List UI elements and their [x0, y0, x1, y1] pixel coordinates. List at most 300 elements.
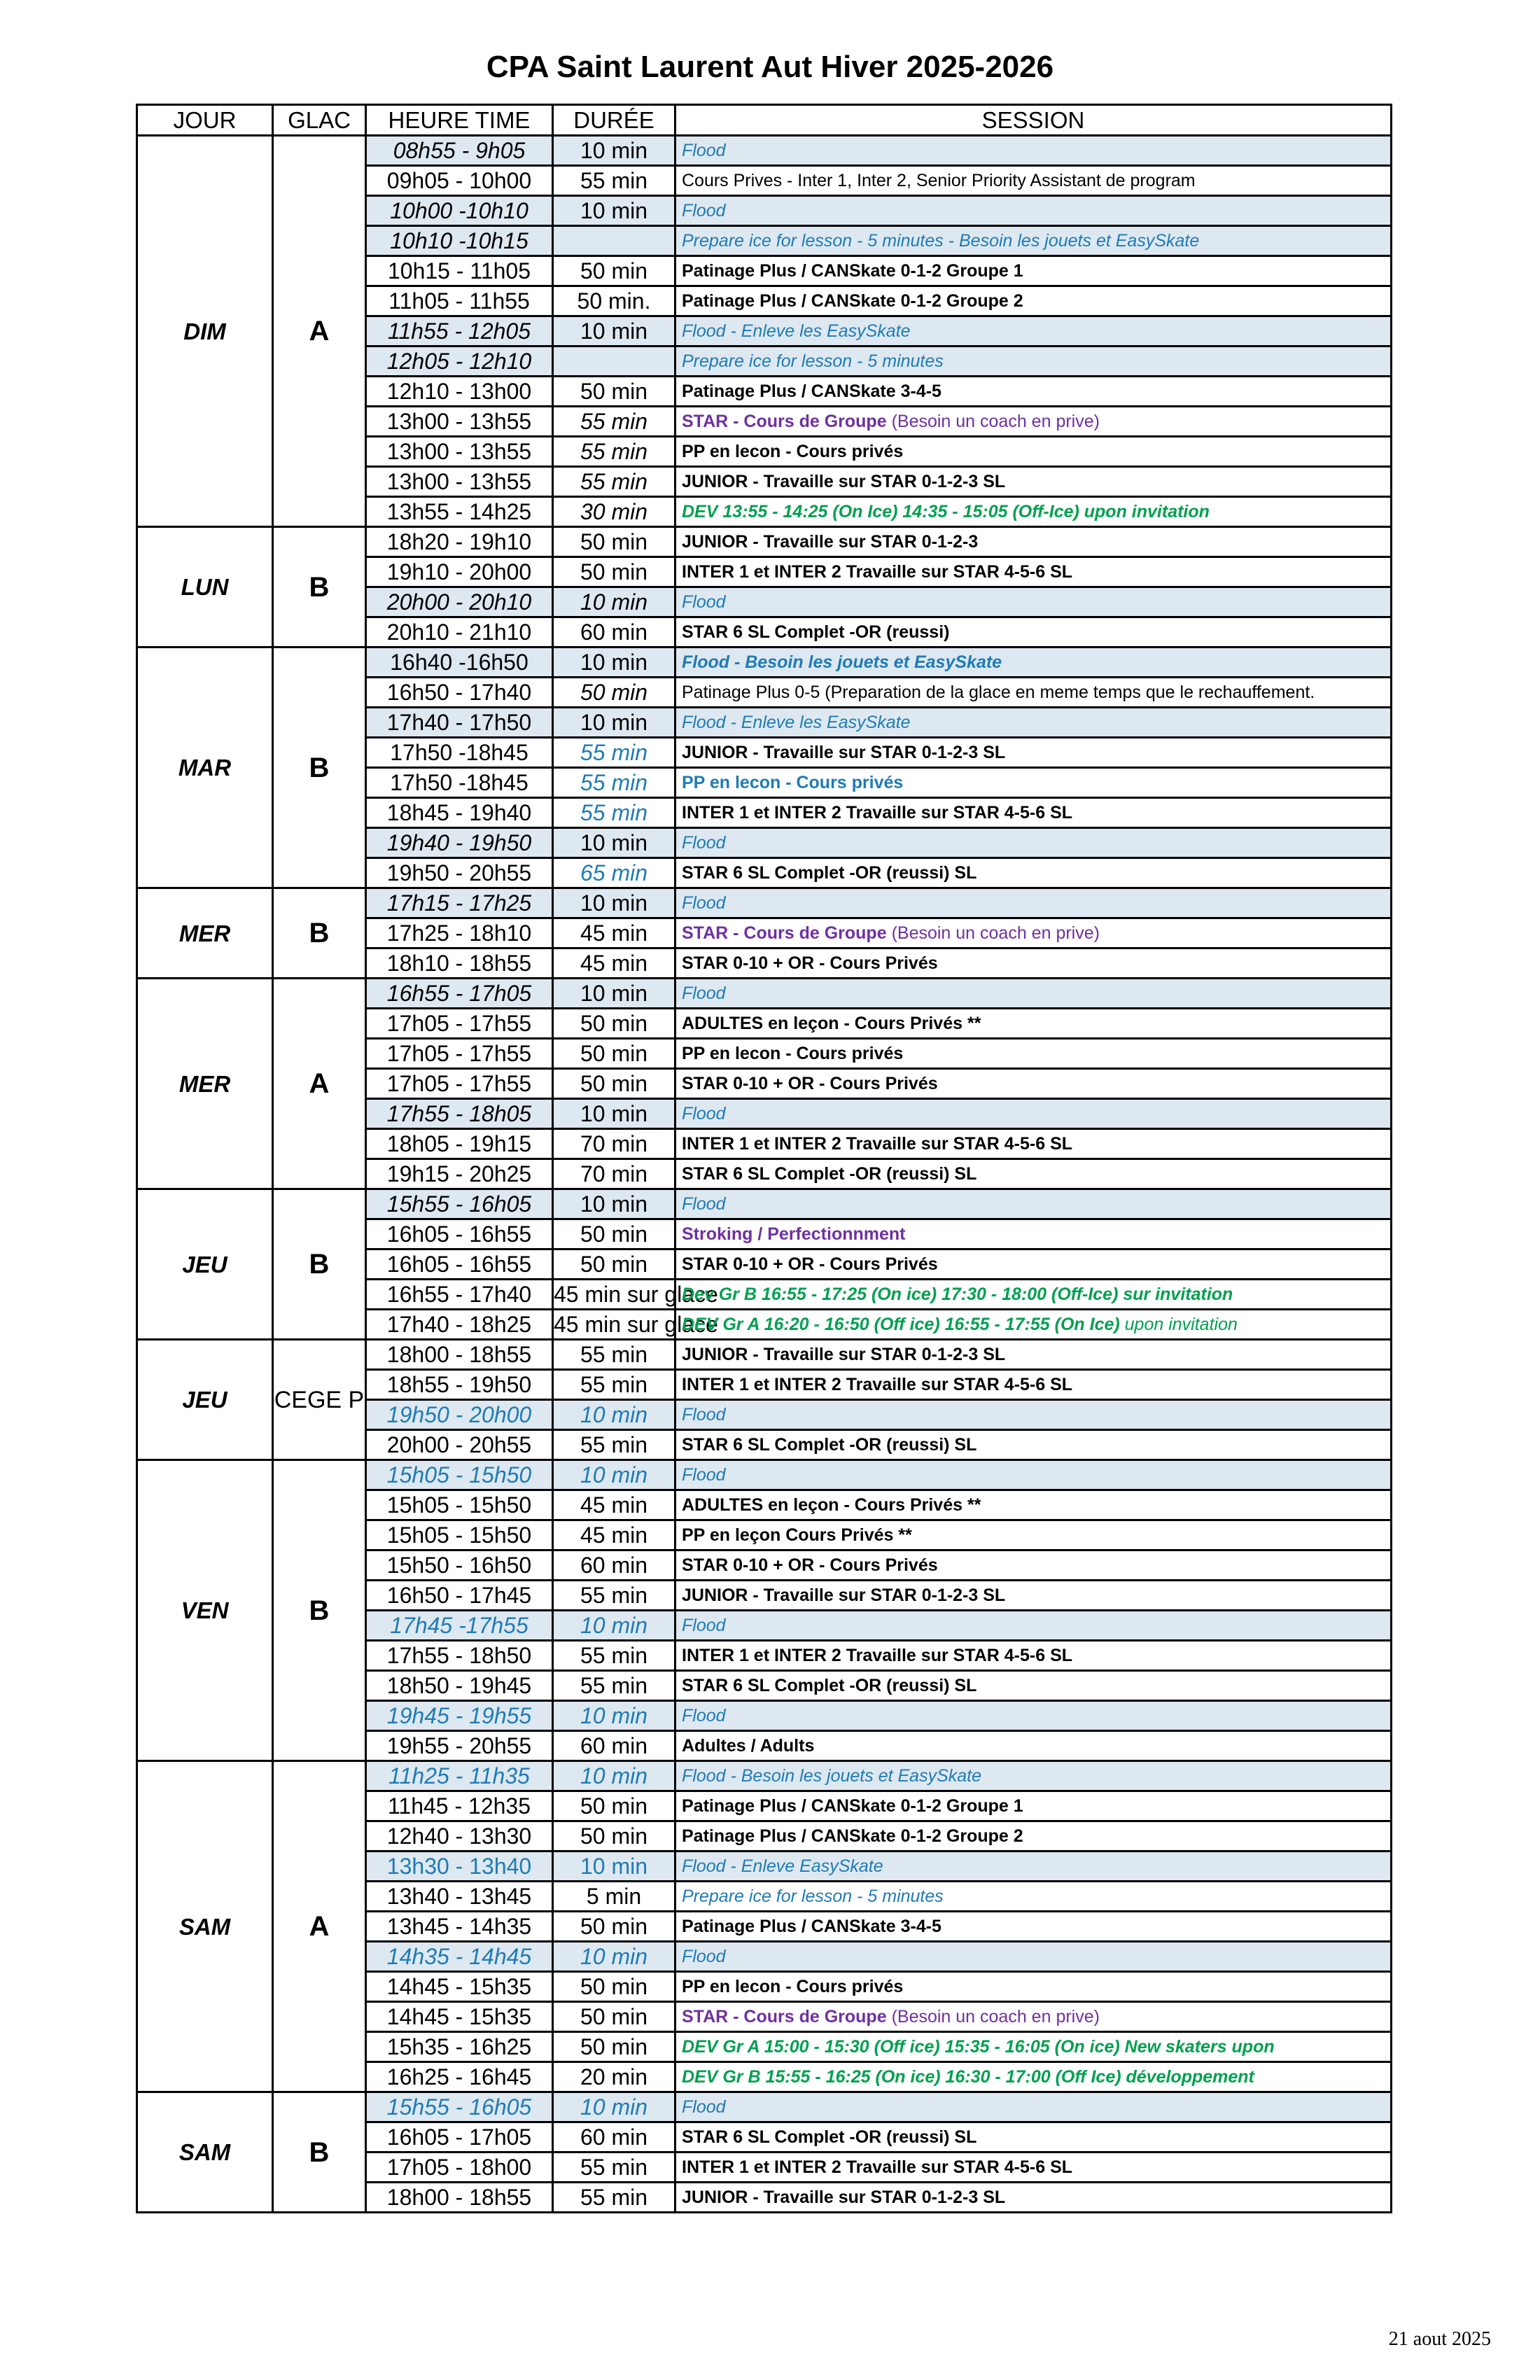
- time-cell: 15h05 - 15h50: [366, 1490, 553, 1520]
- time-cell: 18h20 - 19h10: [366, 527, 553, 557]
- time-cell: 18h55 - 19h50: [366, 1370, 553, 1400]
- session-cell: [676, 1189, 1392, 1219]
- session-cell: [676, 1671, 1392, 1701]
- time-cell: 11h25 - 11h35: [366, 1761, 553, 1791]
- time-cell: 17h40 - 18h25: [366, 1310, 553, 1340]
- duration-cell: 55 min: [553, 738, 676, 768]
- session-cell: [676, 256, 1392, 286]
- time-cell: 19h15 - 20h25: [366, 1159, 553, 1189]
- time-cell: 13h45 - 14h35: [366, 1912, 553, 1942]
- duration-cell: 55 min: [553, 407, 676, 437]
- session-text: Prepare ice for lesson - 5 minutes: [682, 1886, 944, 1906]
- duration-cell: 50 min: [553, 1069, 676, 1099]
- session-cell: [676, 1039, 1392, 1069]
- session-text: JUNIOR - Travaille sur STAR 0-1-2-3 SL: [682, 471, 1006, 491]
- duration-cell: 10 min: [553, 1099, 676, 1129]
- session-cell: [676, 467, 1392, 497]
- session-text: STAR 6 SL Complet -OR (reussi) SL: [682, 862, 977, 883]
- header-jour: JOUR: [137, 105, 273, 136]
- duration-cell: 55 min: [553, 1430, 676, 1460]
- session-text: (Besoin un coach en prive): [891, 2006, 1100, 2026]
- duration-cell: 45 min: [553, 1520, 676, 1550]
- time-cell: 18h00 - 18h55: [366, 1340, 553, 1370]
- session-text: Flood: [682, 832, 726, 853]
- session-cell: [676, 2032, 1392, 2062]
- time-cell: 10h10 -10h15: [366, 226, 553, 256]
- session-cell: [676, 768, 1392, 798]
- session-cell: [676, 497, 1392, 527]
- session-text: JUNIOR - Travaille sur STAR 0-1-2-3: [682, 531, 979, 552]
- time-cell: 16h40 -16h50: [366, 648, 553, 678]
- time-cell: 18h05 - 19h15: [366, 1129, 553, 1159]
- duration-cell: 50 min: [553, 2002, 676, 2032]
- duration-cell: 10 min: [553, 648, 676, 678]
- duration-cell: 55 min: [553, 1340, 676, 1370]
- duration-cell: 10 min: [553, 1460, 676, 1490]
- session-cell: [676, 738, 1392, 768]
- time-cell: 08h55 - 9h05: [366, 136, 553, 166]
- session-cell: [676, 1611, 1392, 1641]
- session-text: Patinage Plus / CANSkate 3-4-5: [682, 1916, 941, 1936]
- time-cell: 10h15 - 11h05: [366, 256, 553, 286]
- duration-cell: 55 min: [553, 2183, 676, 2213]
- time-cell: 17h05 - 17h55: [366, 1009, 553, 1039]
- session-text: Prepare ice for lesson - 5 minutes - Besoin les jouets et EasySkate: [682, 230, 1200, 251]
- session-cell: [676, 1159, 1392, 1189]
- session-cell: [676, 316, 1392, 346]
- duration-cell: 70 min: [553, 1159, 676, 1189]
- time-cell: 12h05 - 12h10: [366, 346, 553, 377]
- session-text: Adultes / Adults: [682, 1735, 815, 1756]
- time-cell: 17h50 -18h45: [366, 738, 553, 768]
- duration-cell: 10 min: [553, 1400, 676, 1430]
- time-cell: 19h45 - 19h55: [366, 1701, 553, 1731]
- duration-cell: 50 min: [553, 1791, 676, 1821]
- day-cell: VEN: [137, 1460, 273, 1761]
- time-cell: 16h05 - 17h05: [366, 2122, 553, 2152]
- time-cell: 20h10 - 21h10: [366, 617, 553, 648]
- glace-cell: B: [273, 2092, 366, 2213]
- session-cell: [676, 1701, 1392, 1731]
- session-cell: [676, 1912, 1392, 1942]
- session-text: (Besoin un coach en prive): [891, 923, 1100, 943]
- time-cell: 14h45 - 15h35: [366, 1972, 553, 2002]
- session-cell: [676, 527, 1392, 557]
- time-cell: 20h00 - 20h55: [366, 1430, 553, 1460]
- session-text: STAR 0-10 + OR - Cours Privés: [682, 953, 938, 973]
- duration-cell: 55 min: [553, 166, 676, 196]
- session-text: STAR 6 SL Complet -OR (reussi) SL: [682, 1434, 977, 1455]
- session-cell: [676, 286, 1392, 316]
- time-cell: 19h50 - 20h55: [366, 858, 553, 888]
- session-cell: [676, 678, 1392, 708]
- schedule-row: [137, 136, 1392, 166]
- session-text: STAR - Cours de Groupe: [682, 923, 892, 943]
- session-cell: [676, 1520, 1392, 1550]
- header-glace: GLAC: [273, 105, 366, 136]
- header-session: SESSION: [676, 105, 1392, 136]
- session-cell: [676, 828, 1392, 858]
- schedule-row: [137, 1460, 1392, 1490]
- duration-cell: 55 min: [553, 768, 676, 798]
- day-cell: MAR: [137, 648, 273, 888]
- duration-cell: 45 min sur glace: [553, 1280, 676, 1310]
- session-cell: [676, 2062, 1392, 2092]
- session-cell: [676, 1731, 1392, 1761]
- session-cell: [676, 166, 1392, 196]
- session-text: Patinage Plus / CANSkate 0-1-2 Groupe 1: [682, 260, 1023, 281]
- duration-cell: 10 min: [553, 1189, 676, 1219]
- session-text: Flood: [682, 592, 726, 612]
- glace-cell: A: [273, 1761, 366, 2092]
- time-cell: 16h05 - 16h55: [366, 1219, 553, 1250]
- duration-cell: 10 min: [553, 828, 676, 858]
- session-text: DEV Gr B 15:55 - 16:25 (On ice) 16:30 - 17:00 (Off Ice) développement: [682, 2066, 1254, 2087]
- session-cell: [676, 617, 1392, 648]
- day-cell: MER: [137, 888, 273, 979]
- session-cell: [676, 1280, 1392, 1310]
- duration-cell: 60 min: [553, 1731, 676, 1761]
- session-text: INTER 1 et INTER 2 Travaille sur STAR 4-5-6 SL: [682, 561, 1073, 582]
- time-cell: 18h50 - 19h45: [366, 1671, 553, 1701]
- session-text: Dev Gr B 16:55 - 17:25 (On ice) 17:30 - 18:00 (Off-Ice) sur invitation: [682, 1284, 1233, 1304]
- duration-cell: 55 min: [553, 2152, 676, 2183]
- session-text: PP en lecon - Cours privés: [682, 772, 904, 792]
- session-cell: [676, 2183, 1392, 2213]
- time-cell: 13h00 - 13h55: [366, 467, 553, 497]
- session-text: Flood: [682, 1404, 726, 1424]
- session-text: STAR 0-10 + OR - Cours Privés: [682, 1555, 938, 1575]
- schedule-row: [137, 1340, 1392, 1370]
- day-cell: SAM: [137, 2092, 273, 2213]
- duration-cell: [553, 346, 676, 377]
- duration-cell: 45 min: [553, 918, 676, 948]
- time-cell: 20h00 - 20h10: [366, 587, 553, 617]
- session-cell: [676, 1641, 1392, 1671]
- time-cell: 17h50 -18h45: [366, 768, 553, 798]
- session-cell: [676, 918, 1392, 948]
- day-cell: SAM: [137, 1761, 273, 2092]
- session-cell: [676, 648, 1392, 678]
- time-cell: 18h00 - 18h55: [366, 2183, 553, 2213]
- duration-cell: 50 min: [553, 377, 676, 407]
- time-cell: 13h40 - 13h45: [366, 1882, 553, 1912]
- session-cell: [676, 888, 1392, 918]
- session-cell: [676, 1882, 1392, 1912]
- session-cell: [676, 377, 1392, 407]
- session-cell: [676, 1851, 1392, 1882]
- session-text: Patinage Plus / CANSkate 0-1-2 Groupe 2: [682, 290, 1023, 311]
- time-cell: 09h05 - 10h00: [366, 166, 553, 196]
- session-text: INTER 1 et INTER 2 Travaille sur STAR 4-5-6 SL: [682, 802, 1073, 822]
- session-cell: [676, 346, 1392, 377]
- duration-cell: 50 min: [553, 256, 676, 286]
- glace-cell: A: [273, 979, 366, 1189]
- session-text: Flood: [682, 1103, 726, 1124]
- session-text: STAR 0-10 + OR - Cours Privés: [682, 1254, 938, 1274]
- session-cell: [676, 557, 1392, 587]
- session-text: Flood: [682, 200, 726, 220]
- session-cell: [676, 1821, 1392, 1851]
- session-cell: [676, 2152, 1392, 2183]
- time-cell: 11h55 - 12h05: [366, 316, 553, 346]
- time-cell: 17h05 - 17h55: [366, 1039, 553, 1069]
- duration-cell: 50 min: [553, 2032, 676, 2062]
- session-cell: [676, 1942, 1392, 1972]
- session-text: Flood - Enleve les EasySkate: [682, 712, 911, 732]
- session-text: PP en lecon - Cours privés: [682, 441, 904, 461]
- session-cell: [676, 587, 1392, 617]
- duration-cell: 55 min: [553, 437, 676, 467]
- session-text: Patinage Plus / CANSkate 0-1-2 Groupe 2: [682, 1826, 1023, 1846]
- glace-cell: B: [273, 888, 366, 979]
- session-text: PP en leçon Cours Privés **: [682, 1525, 912, 1545]
- duration-cell: 70 min: [553, 1129, 676, 1159]
- duration-cell: 10 min: [553, 888, 676, 918]
- session-text: Flood: [682, 1194, 726, 1214]
- time-cell: 17h55 - 18h05: [366, 1099, 553, 1129]
- time-cell: 14h45 - 15h35: [366, 2002, 553, 2032]
- time-cell: 16h50 - 17h45: [366, 1581, 553, 1611]
- duration-cell: 10 min: [553, 1761, 676, 1791]
- session-text: ADULTES en leçon - Cours Privés **: [682, 1013, 981, 1033]
- time-cell: 19h10 - 20h00: [366, 557, 553, 587]
- duration-cell: 45 min: [553, 1490, 676, 1520]
- time-cell: 15h55 - 16h05: [366, 2092, 553, 2122]
- session-cell: [676, 1460, 1392, 1490]
- session-text: Flood - Besoin les jouets et EasySkate: [682, 1765, 982, 1786]
- session-text: INTER 1 et INTER 2 Travaille sur STAR 4-5-6 SL: [682, 1133, 1073, 1154]
- session-cell: [676, 858, 1392, 888]
- session-text: STAR - Cours de Groupe: [682, 411, 892, 431]
- session-cell: [676, 1430, 1392, 1460]
- session-cell: [676, 1069, 1392, 1099]
- schedule-table: [136, 104, 1392, 2213]
- time-cell: 15h05 - 15h50: [366, 1460, 553, 1490]
- time-cell: 18h10 - 18h55: [366, 948, 553, 979]
- session-text: Flood: [682, 1464, 726, 1485]
- time-cell: 17h15 - 17h25: [366, 888, 553, 918]
- session-cell: [676, 407, 1392, 437]
- session-text: STAR 6 SL Complet -OR (reussi) SL: [682, 1675, 977, 1695]
- session-text: STAR 6 SL Complet -OR (reussi) SL: [682, 1163, 977, 1184]
- time-cell: 14h35 - 14h45: [366, 1942, 553, 1972]
- duration-cell: 10 min: [553, 1611, 676, 1641]
- time-cell: 11h05 - 11h55: [366, 286, 553, 316]
- time-cell: 17h40 - 17h50: [366, 708, 553, 738]
- duration-cell: 60 min: [553, 617, 676, 648]
- time-cell: 15h55 - 16h05: [366, 1189, 553, 1219]
- glace-cell: B: [273, 1189, 366, 1340]
- session-cell: [676, 1310, 1392, 1340]
- session-text: INTER 1 et INTER 2 Travaille sur STAR 4-5-6 SL: [682, 1645, 1073, 1665]
- duration-cell: 30 min: [553, 497, 676, 527]
- time-cell: 17h55 - 18h50: [366, 1641, 553, 1671]
- session-text: JUNIOR - Travaille sur STAR 0-1-2-3 SL: [682, 1344, 1006, 1364]
- session-cell: [676, 708, 1392, 738]
- session-text: DEV Gr A 15:00 - 15:30 (Off ice) 15:35 - 16:05 (On ice) New skaters upon: [682, 2036, 1275, 2057]
- schedule-row: [137, 1189, 1392, 1219]
- header-duree: DURÉE: [553, 105, 676, 136]
- session-text: INTER 1 et INTER 2 Travaille sur STAR 4-5-6 SL: [682, 2157, 1073, 2177]
- time-cell: 16h05 - 16h55: [366, 1250, 553, 1280]
- day-cell: LUN: [137, 527, 273, 648]
- duration-cell: 50 min: [553, 1972, 676, 2002]
- duration-cell: 55 min: [553, 1370, 676, 1400]
- session-cell: [676, 979, 1392, 1009]
- session-text: Patinage Plus 0-5 (Preparation de la glace en meme temps que le rechauffement.: [682, 682, 1315, 702]
- time-cell: 13h30 - 13h40: [366, 1851, 553, 1882]
- schedule-row: [137, 527, 1392, 557]
- schedule-row: [137, 979, 1392, 1009]
- glace-cell: B: [273, 527, 366, 648]
- duration-cell: 50 min: [553, 1219, 676, 1250]
- session-cell: [676, 2092, 1392, 2122]
- session-cell: [676, 1370, 1392, 1400]
- duration-cell: 50 min.: [553, 286, 676, 316]
- session-cell: [676, 226, 1392, 256]
- time-cell: 15h05 - 15h50: [366, 1520, 553, 1550]
- session-cell: [676, 1791, 1392, 1821]
- session-text: STAR 6 SL Complet -OR (reussi): [682, 622, 950, 642]
- session-cell: [676, 1400, 1392, 1430]
- session-text: Flood: [682, 983, 726, 1003]
- session-cell: [676, 798, 1392, 828]
- schedule-row: [137, 648, 1392, 678]
- session-text: JUNIOR - Travaille sur STAR 0-1-2-3 SL: [682, 2187, 1006, 2207]
- time-cell: 19h55 - 20h55: [366, 1731, 553, 1761]
- session-cell: [676, 1340, 1392, 1370]
- session-text: Cours Prives - Inter 1, Inter 2, Senior Priority Assistant de program: [682, 170, 1196, 190]
- session-text: Flood - Besoin les jouets et EasySkate: [682, 652, 1002, 672]
- duration-cell: 10 min: [553, 316, 676, 346]
- session-cell: [676, 1219, 1392, 1250]
- session-text: Stroking / Perfectionnment: [682, 1224, 906, 1244]
- duration-cell: 60 min: [553, 2122, 676, 2152]
- session-text: Flood - Enleve EasySkate: [682, 1856, 883, 1876]
- duration-cell: 55 min: [553, 467, 676, 497]
- glace-cell: B: [273, 1460, 366, 1761]
- time-cell: 17h05 - 17h55: [366, 1069, 553, 1099]
- session-text: upon invitation: [1124, 1314, 1238, 1334]
- session-cell: [676, 437, 1392, 467]
- time-cell: 19h40 - 19h50: [366, 828, 553, 858]
- session-text: STAR 0-10 + OR - Cours Privés: [682, 1073, 938, 1093]
- session-text: Flood: [682, 2096, 726, 2117]
- session-text: Patinage Plus / CANSkate 3-4-5: [682, 381, 941, 401]
- session-cell: [676, 136, 1392, 166]
- header-row: [137, 105, 1392, 136]
- duration-cell: 10 min: [553, 2092, 676, 2122]
- session-cell: [676, 948, 1392, 979]
- session-text: Prepare ice for lesson - 5 minutes: [682, 351, 944, 371]
- duration-cell: 20 min: [553, 2062, 676, 2092]
- session-cell: [676, 196, 1392, 226]
- session-cell: [676, 1550, 1392, 1581]
- session-text: DEV Gr A 16:20 - 16:50 (Off ice) 16:55 - 17:55 (On Ice): [682, 1314, 1125, 1334]
- session-text: JUNIOR - Travaille sur STAR 0-1-2-3 SL: [682, 742, 1006, 762]
- session-text: Flood: [682, 892, 726, 913]
- duration-cell: 55 min: [553, 1671, 676, 1701]
- duration-cell: 10 min: [553, 1851, 676, 1882]
- duration-cell: 10 min: [553, 1942, 676, 1972]
- time-cell: 16h55 - 17h40: [366, 1280, 553, 1310]
- day-cell: DIM: [137, 136, 273, 527]
- session-text: JUNIOR - Travaille sur STAR 0-1-2-3 SL: [682, 1585, 1006, 1605]
- time-cell: 16h25 - 16h45: [366, 2062, 553, 2092]
- duration-cell: 50 min: [553, 527, 676, 557]
- session-cell: [676, 1761, 1392, 1791]
- time-cell: 16h55 - 17h05: [366, 979, 553, 1009]
- footer-date: 21 aout 2025: [1388, 2328, 1491, 2350]
- session-text: Flood: [682, 1615, 726, 1635]
- duration-cell: 60 min: [553, 1550, 676, 1581]
- time-cell: 19h50 - 20h00: [366, 1400, 553, 1430]
- session-text: (Besoin un coach en prive): [891, 411, 1100, 431]
- duration-cell: 10 min: [553, 587, 676, 617]
- schedule-row: [137, 888, 1392, 918]
- time-cell: 17h45 -17h55: [366, 1611, 553, 1641]
- time-cell: 17h25 - 18h10: [366, 918, 553, 948]
- session-cell: [676, 2002, 1392, 2032]
- duration-cell: 65 min: [553, 858, 676, 888]
- duration-cell: 50 min: [553, 1009, 676, 1039]
- glace-cell: B: [273, 648, 366, 888]
- session-cell: [676, 1099, 1392, 1129]
- duration-cell: 45 min: [553, 948, 676, 979]
- session-text: Flood: [682, 140, 726, 160]
- glace-cell: A: [273, 136, 366, 527]
- session-cell: [676, 1490, 1392, 1520]
- session-text: Patinage Plus / CANSkate 0-1-2 Groupe 1: [682, 1795, 1023, 1816]
- duration-cell: 10 min: [553, 196, 676, 226]
- day-cell: JEU: [137, 1340, 273, 1460]
- session-cell: [676, 1972, 1392, 2002]
- session-text: PP en lecon - Cours privés: [682, 1976, 904, 1996]
- session-cell: [676, 2122, 1392, 2152]
- session-cell: [676, 1581, 1392, 1611]
- duration-cell: 55 min: [553, 1641, 676, 1671]
- time-cell: 12h40 - 13h30: [366, 1821, 553, 1851]
- duration-cell: 10 min: [553, 136, 676, 166]
- duration-cell: 55 min: [553, 1581, 676, 1611]
- day-cell: JEU: [137, 1189, 273, 1340]
- time-cell: 11h45 - 12h35: [366, 1791, 553, 1821]
- time-cell: 15h50 - 16h50: [366, 1550, 553, 1581]
- duration-cell: 50 min: [553, 1250, 676, 1280]
- time-cell: 13h55 - 14h25: [366, 497, 553, 527]
- schedule-row: [137, 1761, 1392, 1791]
- session-text: PP en lecon - Cours privés: [682, 1043, 904, 1063]
- duration-cell: 10 min: [553, 708, 676, 738]
- duration-cell: 45 min sur glace: [553, 1310, 676, 1340]
- duration-cell: 10 min: [553, 979, 676, 1009]
- time-cell: 16h50 - 17h40: [366, 678, 553, 708]
- session-text: DEV 13:55 - 14:25 (On Ice) 14:35 - 15:05 (Off-Ice) upon invitation: [682, 501, 1210, 522]
- session-text: STAR 6 SL Complet -OR (reussi) SL: [682, 2127, 977, 2147]
- page-title: CPA Saint Laurent Aut Hiver 2025-2026: [486, 50, 1054, 84]
- time-cell: 13h00 - 13h55: [366, 407, 553, 437]
- duration-cell: 50 min: [553, 557, 676, 587]
- duration-cell: [553, 226, 676, 256]
- session-text: STAR - Cours de Groupe: [682, 2006, 892, 2026]
- time-cell: 10h00 -10h10: [366, 196, 553, 226]
- time-cell: 13h00 - 13h55: [366, 437, 553, 467]
- duration-cell: 10 min: [553, 1701, 676, 1731]
- header-heure: HEURE TIME: [366, 105, 553, 136]
- session-text: INTER 1 et INTER 2 Travaille sur STAR 4-5-6 SL: [682, 1374, 1073, 1394]
- day-cell: MER: [137, 979, 273, 1189]
